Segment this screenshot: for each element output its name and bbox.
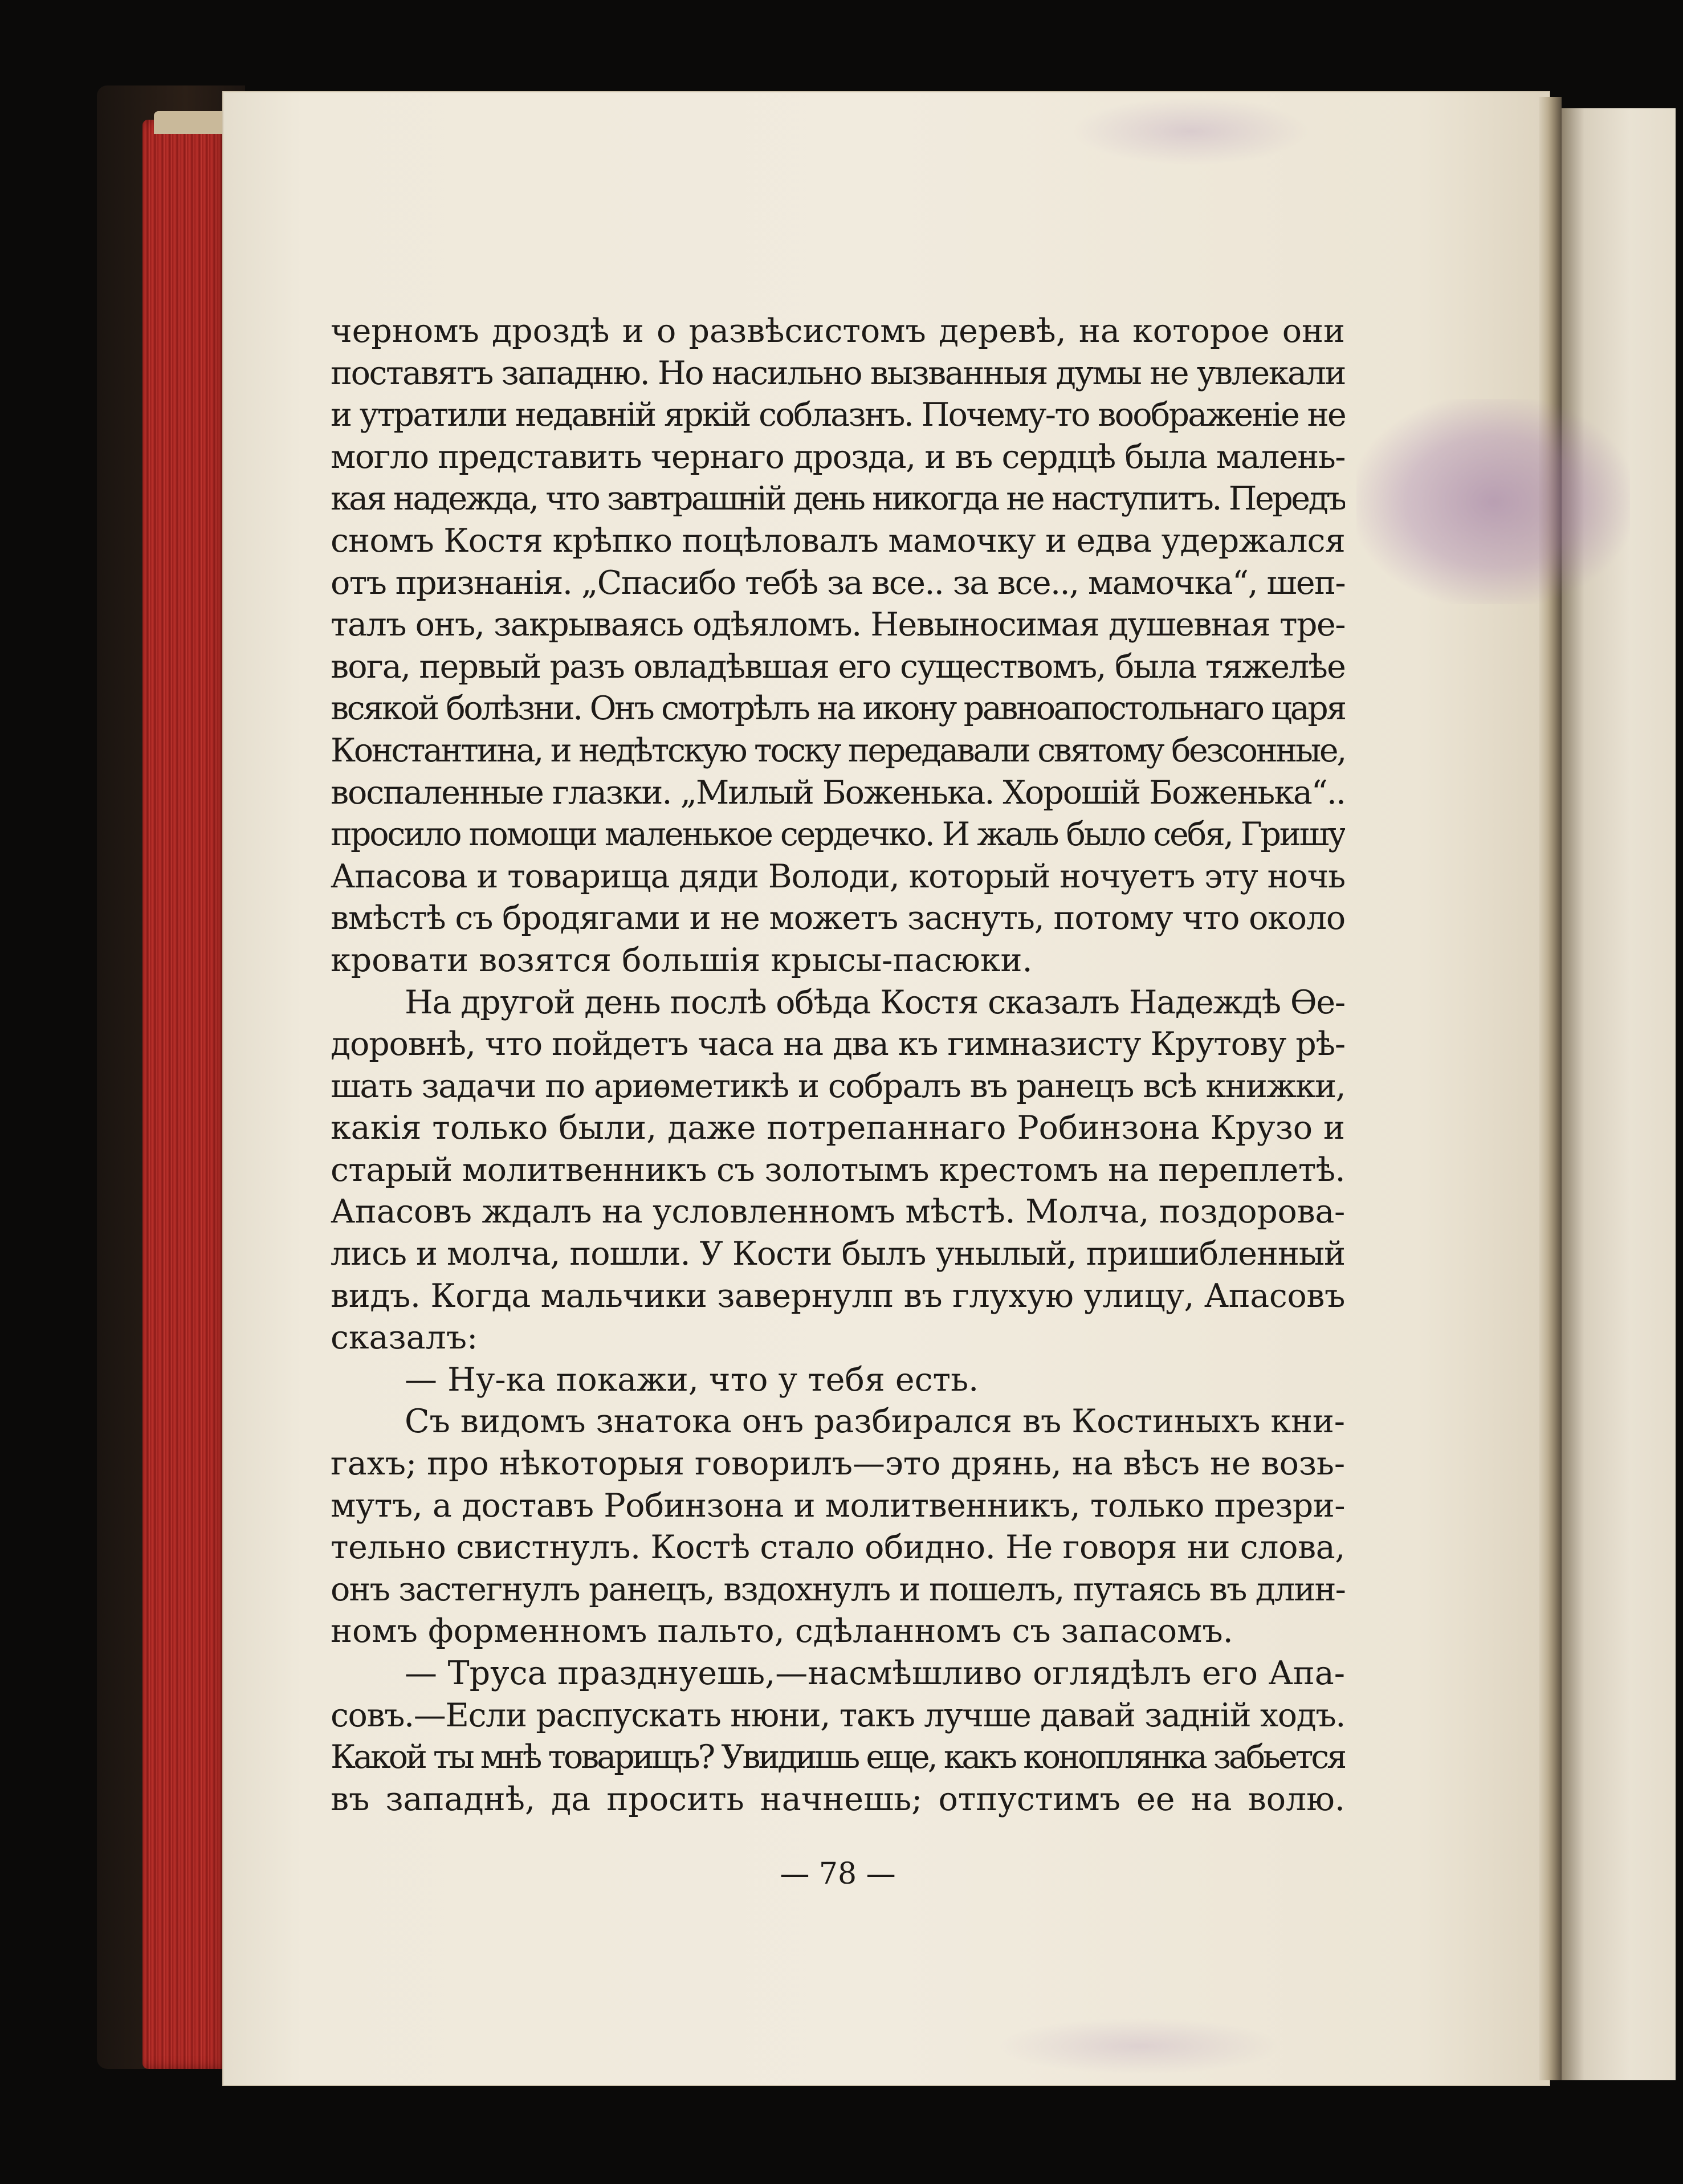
text-line: Апасовъ ждалъ на условленномъ мѣстѣ. Молча, поздорова-	[331, 1193, 1345, 1231]
text-line: — Ну-ка покажи, что у тебя есть.	[405, 1360, 979, 1399]
text-line: всякой болѣзни. Онъ смотрѣлъ на икону равноапостольнаго царя	[331, 690, 1345, 728]
text-line: отъ признанія. „Спасибо тебѣ за все.. за все.., мамочка“, шеп-	[331, 564, 1345, 602]
text-line: номъ форменномъ пальто, сдѣланномъ съ запасомъ.	[331, 1612, 1233, 1651]
text-line: поставятъ западню. Но насильно вызванныя думы не увлекали	[331, 354, 1345, 392]
text-line: кровати возятся большія крысы-пасюки.	[331, 941, 1033, 979]
text-line: — Труса празднуешь,—насмѣшливо оглядѣлъ его Апа-	[405, 1655, 1345, 1692]
text-line: кая надежда, что завтрашній день никогда не наступитъ. Передъ	[331, 480, 1345, 518]
text-line: и утратили недавній яркій соблазнъ. Почему-то воображеніе не	[331, 396, 1345, 434]
text-line: талъ онъ, закрываясь одѣяломъ. Невыносимая душевная тре-	[331, 606, 1345, 644]
page-edges-top	[154, 111, 234, 134]
text-line: На другой день послѣ обѣда Костя сказалъ Надеждѣ Ѳе-	[405, 983, 1345, 1021]
page-text	[331, 311, 1345, 1820]
text-line: Апасова и товарища дяди Володи, который ночуетъ эту ночь	[331, 857, 1345, 895]
text-line: Какой ты мнѣ товарищъ? Увидишь еще, какъ коноплянка забьется	[331, 1738, 1345, 1776]
text-line: Съ видомъ знатока онъ разбирался въ Костиныхъ кни-	[405, 1403, 1345, 1441]
text-line: доровнѣ, что пойдетъ часа на два къ гимназисту Крутову рѣ-	[331, 1025, 1345, 1064]
text-line: сказалъ:	[331, 1319, 478, 1357]
text-line: просило помощи маленькое сердечко. И жаль было себя, Гришу	[331, 816, 1345, 854]
ink-stain-bottom	[997, 2018, 1282, 2075]
text-line: въ западнѣ, да просить начнешь; отпустимъ ее на волю.	[331, 1780, 1345, 1818]
text-line: черномъ дроздѣ и о развѣсистомъ деревѣ, на которое они	[331, 312, 1345, 350]
text-line: сномъ Костя крѣпко поцѣловалъ мамочку и едва удержался	[331, 521, 1345, 560]
ink-stain-top	[1071, 97, 1311, 165]
text-line: тельно свистнулъ. Костѣ стало обидно. Не говоря ни слова,	[331, 1529, 1345, 1567]
text-line: совъ.—Если распускать нюни, такъ лучше давай задній ходъ.	[331, 1696, 1345, 1734]
text-line: какія только были, даже потрепаннаго Робинзона Крузо и	[331, 1109, 1345, 1147]
text-line: лись и молча, пошли. У Кости былъ унылый, пришибленный	[331, 1235, 1345, 1273]
text-line: вмѣстѣ съ бродягами и не можетъ заснуть, потому что около	[331, 899, 1345, 938]
page-edges	[142, 120, 228, 2069]
ink-stain	[1356, 399, 1630, 604]
text-line: видъ. Когда мальчики завернулп въ глухую улицу, Апасовъ	[331, 1277, 1345, 1315]
text-line: мутъ, а доставъ Робинзона и молитвенникъ, только презри-	[331, 1486, 1345, 1525]
page-number: — 78 —	[780, 1857, 896, 1891]
text-line: старый молитвенникъ съ золотымъ крестомъ на переплетѣ.	[331, 1151, 1345, 1189]
text-line: вога, первый разъ овладѣвшая его существомъ, была тяжелѣе	[331, 647, 1345, 686]
text-line: могло представить чернаго дрозда, и въ сердцѣ была малень-	[331, 438, 1345, 476]
text-line: онъ застегнулъ ранецъ, вздохнулъ и пошелъ, путаясь въ длин-	[331, 1570, 1345, 1608]
text-line: Константина, и недѣтскую тоску передавали святому безсонные,	[331, 731, 1345, 769]
text-line: гахъ; про нѣкоторыя говорилъ—это дрянь, на вѣсъ не возь-	[331, 1445, 1345, 1483]
text-line: воспаленные глазки. „Милый Боженька. Хорошій Боженька“..	[331, 773, 1345, 812]
text-line: шать задачи по ариѳметикѣ и собралъ въ ранецъ всѣ книжки,	[331, 1067, 1345, 1105]
book-gutter	[1539, 97, 1562, 2080]
